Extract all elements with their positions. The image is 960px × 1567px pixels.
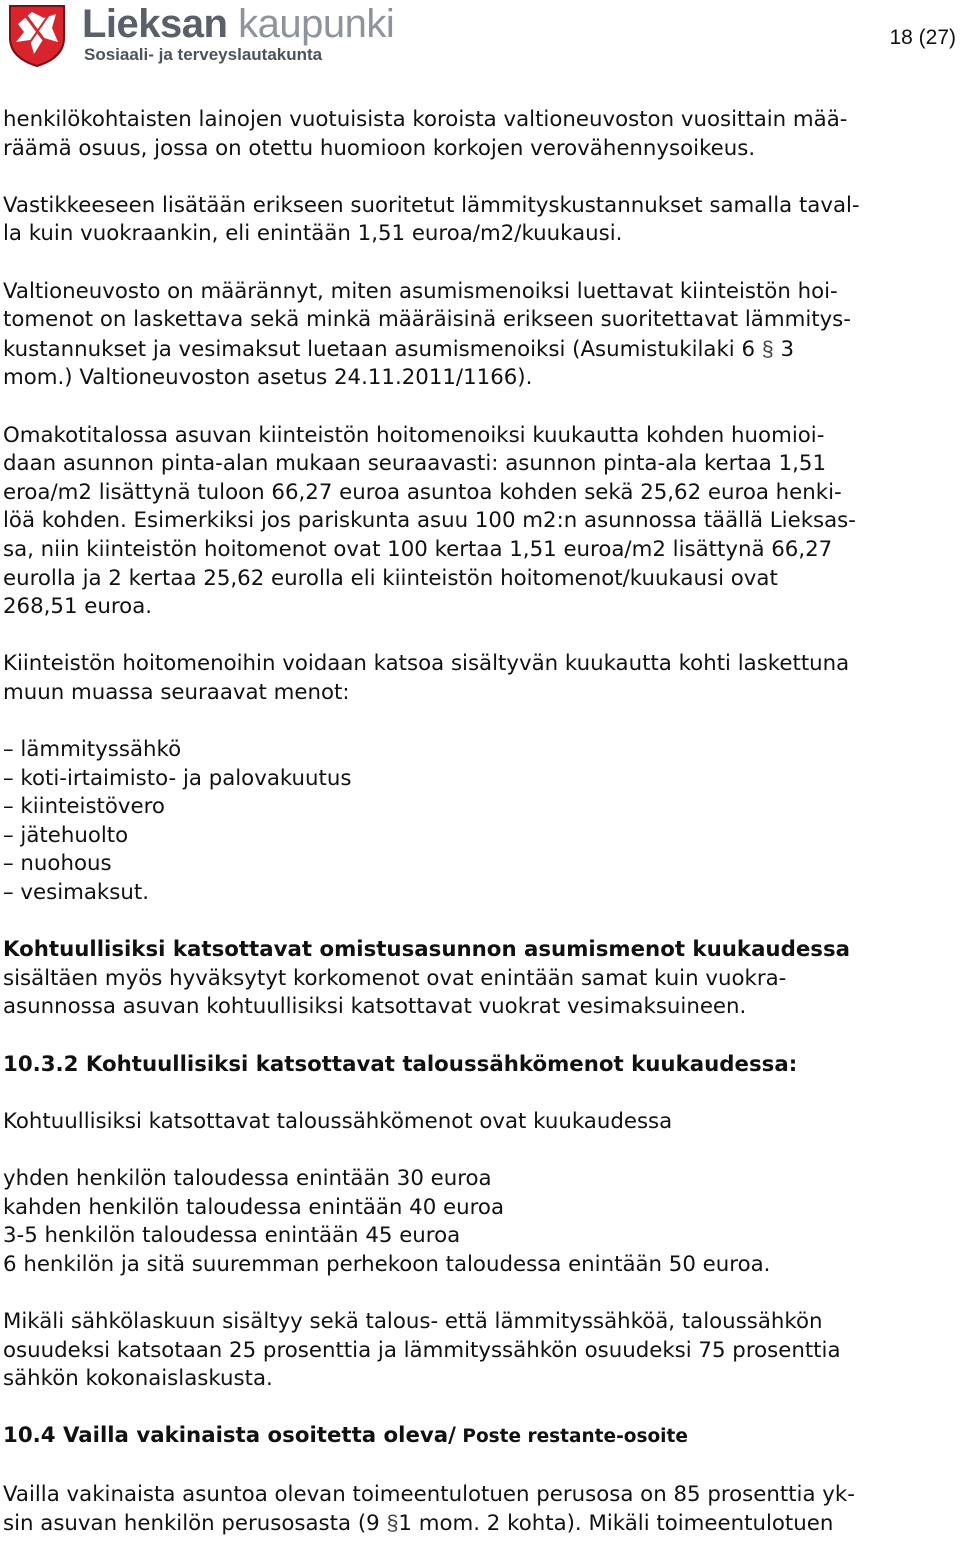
page-number: 18 (27) bbox=[889, 26, 956, 49]
paragraph-8: yhden henkilön taloudessa enintään 30 euroa kahden henkilön taloudessa enintään 40 euroa 3-5 henkilön taloudessa enintään 45 euroa 6 henkilön ja sitä suuremman perhekoon taloudessa enintään 50 euroa. bbox=[3, 1165, 771, 1277]
paragraph-1: henkilökohtaisten lainojen vuotuisista koroista valtioneuvoston vuosittain mää- räämä osuus, jossa on otettu huomioon korkojen verovähennysoikeus. bbox=[3, 107, 848, 161]
paragraph-6: Kohtuullisiksi katsottavat omistusasunnon asumismenot kuukaudessa sisältäen myös hyväksytyt korkomenot ovat enintään samat kuin vuokra- asunnossa asuvan kohtuullisiksi katsottavat vuokrat vesimaksuineen. bbox=[3, 937, 851, 1020]
logo-subtitle: Sosiaali- ja terveyslautakunta bbox=[84, 45, 323, 64]
list-item: – lämmityssähkö bbox=[3, 736, 953, 765]
paragraph-5: Kiinteistön hoitomenoihin voidaan katsoa sisältyvän kuukautta kohti laskettuna muun muassa seuraavat menot: bbox=[3, 651, 850, 705]
list-item: – vesimaksut. bbox=[3, 879, 953, 908]
document-body bbox=[3, 106, 953, 1567]
paragraph-10: Vailla vakinaista asuntoa olevan toimeentulotuen perusosa on 85 prosenttia yk- sin asuvan henkilön perusosasta (9 §1 mom. 2 kohta). Mikäli toimeentulotuen bbox=[3, 1481, 855, 1537]
section-heading-10-4: 10.4 Vailla vakinaista osoitetta oleva/ Poste restante-osoite bbox=[3, 1423, 688, 1449]
expense-list bbox=[3, 736, 953, 908]
paragraph-7: Kohtuullisiksi katsottavat taloussähkömenot ovat kuukaudessa bbox=[3, 1108, 673, 1134]
logo-title: Lieksan kaupunki bbox=[82, 2, 395, 46]
coat-of-arms-icon bbox=[4, 2, 70, 68]
list-item: – kiinteistövero bbox=[3, 793, 953, 822]
paragraph-3: Valtioneuvosto on määrännyt, miten asumismenoiksi luettavat kiinteistön hoi- tomenot on laskettava sekä minkä määräisinä erikseen suoritettavat lämmitys- kustannukset ja vesimaksut luetaan asumismenoiksi (Asumistukilaki 6 § 3 mom.) Valtioneuvoston asetus 24.11.2011/1166). bbox=[3, 278, 851, 391]
paragraph-4: Omakotitalossa asuvan kiinteistön hoitomenoiksi kuukautta kohden huomioi- daan asunnon pinta-alan mukaan seuraavasti: asunnon pinta-ala kertaa 1,51 eroa/m2 lisättynä tuloon 66,27 euroa asuntoa kohden sekä 25,62 euroa henki- löä kohden. Esimerkiksi jos pariskunta asuu 100 m2:n asunnossa täällä Lieksas- sa, niin kiinteistön hoitomenot ovat 100 kertaa 1,51 euroa/m2 lisättynä 66,27 eurolla ja 2 kertaa 25,62 eurolla eli kiinteistön hoitomenot/kuukausi ovat 268,51 euroa. bbox=[3, 422, 856, 620]
section-sign: § bbox=[386, 1511, 399, 1536]
list-item: – nuohous bbox=[3, 850, 953, 879]
section-sign: § bbox=[761, 336, 774, 361]
city-logo bbox=[4, 2, 395, 68]
list-item: – koti-irtaimisto- ja palovakuutus bbox=[3, 765, 953, 794]
list-item: – jätehuolto bbox=[3, 822, 953, 851]
section-heading-10-3-2: 10.3.2 Kohtuullisiksi katsottavat taloussähkömenot kuukaudessa: bbox=[3, 1051, 798, 1077]
paragraph-9: Mikäli sähkölaskuun sisältyy sekä talous- että lämmityssähköä, taloussähkön osuudeksi katsotaan 25 prosenttia ja lämmityssähkön osuudeksi 75 prosenttia sähkön kokonaislaskusta. bbox=[3, 1308, 841, 1392]
paragraph-2: Vastikkeeseen lisätään erikseen suoritetut lämmityskustannukset samalla taval- la kuin vuokraankin, eli enintään 1,51 euroa/m2/kuukausi. bbox=[3, 192, 860, 247]
